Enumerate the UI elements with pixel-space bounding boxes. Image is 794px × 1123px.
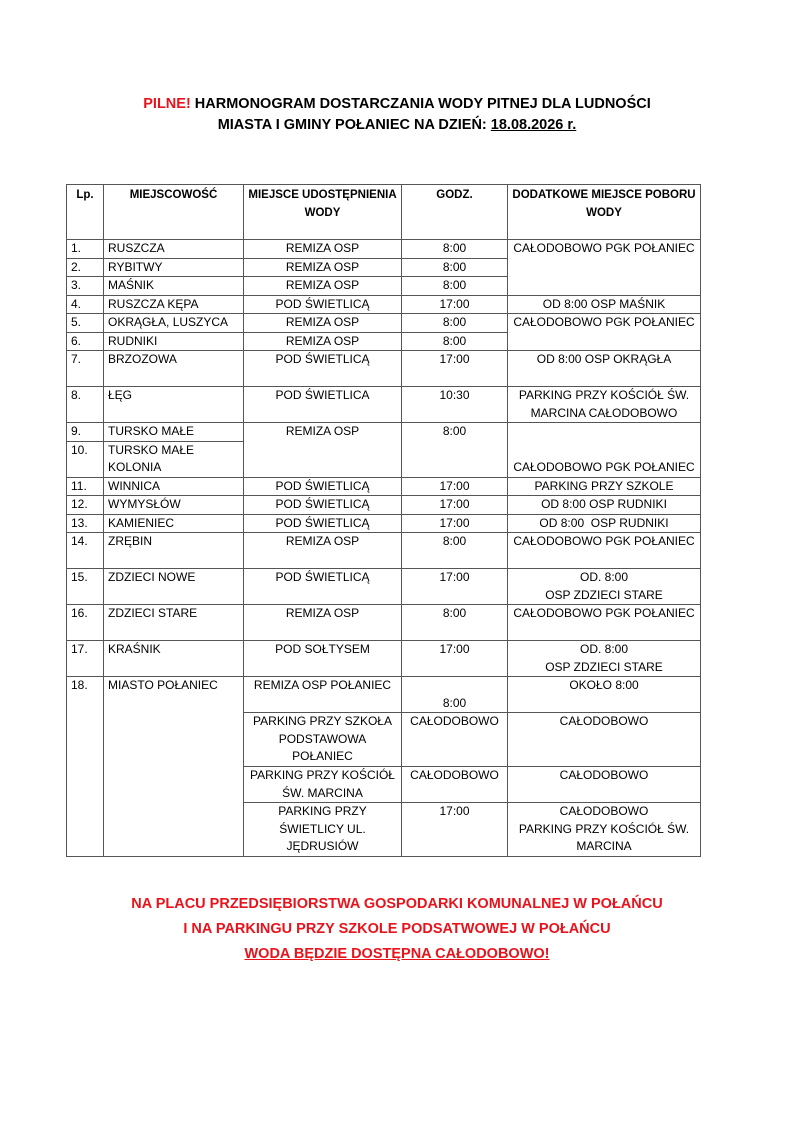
table-header-row	[67, 185, 701, 240]
row-lp: 17.	[67, 641, 104, 677]
row-place: REMIZA OSP	[244, 605, 402, 641]
row-extra: OD 8:00 OSP RUDNIKI	[508, 514, 701, 533]
urgent-label: PILNE!	[143, 96, 191, 112]
row-place: REMIZA OSP	[244, 258, 402, 277]
row-place: POD ŚWIETLICĄ	[244, 514, 402, 533]
title-text-2: MIASTA I GMINY POŁANIEC NA DZIEŃ:	[217, 117, 491, 133]
row-hour: 10:30	[402, 387, 508, 423]
row-extra: CAŁODOBOWO PGK POŁANIEC	[508, 533, 701, 569]
schedule-date: 18.08.2026 r.	[490, 117, 577, 133]
row-place: REMIZA OSP POŁANIEC	[244, 677, 402, 713]
row-extra: CAŁODOBOWO PGK POŁANIEC	[508, 240, 701, 296]
row-extra: OKOŁO 8:00	[508, 677, 701, 713]
row-place: REMIZA OSP	[244, 332, 402, 351]
table-row	[67, 295, 701, 314]
row-hour: 8:00	[402, 533, 508, 569]
row-extra: PARKING PRZY KOŚCIÓŁ ŚW. MARCINA CAŁODOBOWO	[508, 387, 701, 423]
title-text-1: HARMONOGRAM DOSTARCZANIA WODY PITNEJ DLA LUDNOŚCI	[190, 96, 651, 112]
row-place: POD ŚWIETLICĄ	[244, 477, 402, 496]
footer-line-3: WODA BĘDZIE DOSTĘPNA CAŁODOBOWO!	[244, 946, 550, 962]
row-place: REMIZA OSP	[244, 277, 402, 296]
row-extra: OD 8:00 OSP MAŚNIK	[508, 295, 701, 314]
row-lp: 12.	[67, 496, 104, 515]
row-town: OKRĄGŁA, LUSZYCA	[104, 314, 244, 333]
row-extra	[508, 803, 701, 857]
row-place: POD ŚWIETLICA	[244, 387, 402, 423]
row-lp: 14.	[67, 533, 104, 569]
footer-line-2: I NA PARKINGU PRZY SZKOLE PODSATWOWEJ W POŁAŃCU	[183, 921, 611, 937]
row-town: ŁĘG	[104, 387, 244, 423]
extra-line-1: OD. 8:00	[579, 642, 629, 656]
row-place: POD ŚWIETLICĄ	[244, 496, 402, 515]
row-lp: 9.	[67, 423, 104, 442]
row-extra: OD 8:00 OSP OKRĄGŁA	[508, 351, 701, 387]
footer-line-1: NA PLACU PRZEDSIĘBIORSTWA GOSPODARKI KOMUNALNEJ W POŁAŃCU	[131, 896, 663, 912]
row-place: POD SOŁTYSEM	[244, 641, 402, 677]
row-hour: 8:00	[402, 277, 508, 296]
row-hour: 17:00	[402, 477, 508, 496]
row-hour: CAŁODOBOWO	[402, 767, 508, 803]
table-row	[67, 423, 701, 442]
row-hour: 17:00	[402, 514, 508, 533]
row-hour: 8:00	[402, 605, 508, 641]
table-row	[67, 387, 701, 423]
row-town: ZDZIECI STARE	[104, 605, 244, 641]
table-row	[67, 496, 701, 515]
row-place: PARKING PRZY SZKOŁA PODSTAWOWA POŁANIEC	[244, 713, 402, 767]
row-hour: 8:00	[402, 423, 508, 478]
row-town: BRZOZOWA	[104, 351, 244, 387]
row-town: TURSKO MAŁE	[104, 423, 244, 442]
row-place: POD ŚWIETLICĄ	[244, 295, 402, 314]
row-hour: 17:00	[402, 295, 508, 314]
row-hour: 8:00	[402, 677, 508, 713]
extra-line-2: OSP ZDZIECI STARE	[545, 659, 663, 674]
row-lp: 16.	[67, 605, 104, 641]
row-town: WINNICA	[104, 477, 244, 496]
row-place: PARKING PRZY KOŚCIÓŁ ŚW. MARCINA	[244, 767, 402, 803]
row-hour: 8:00	[402, 332, 508, 351]
title-line-1	[0, 94, 794, 115]
row-town: MIASTO POŁANIEC	[104, 677, 244, 857]
row-town: TURSKO MAŁE KOLONIA	[104, 441, 244, 477]
row-lp: 4.	[67, 295, 104, 314]
row-hour: 8:00	[402, 240, 508, 259]
row-extra: PARKING PRZY SZKOLE	[508, 477, 701, 496]
row-town: KRAŚNIK	[104, 641, 244, 677]
row-place: REMIZA OSP	[244, 314, 402, 333]
row-place: PARKING PRZY ŚWIETLICY UL. JĘDRUSIÓW	[244, 803, 402, 857]
row-lp: 15.	[67, 569, 104, 605]
row-place: REMIZA OSP	[244, 533, 402, 569]
row-extra: CAŁODOBOWO PGK POŁANIEC	[508, 605, 701, 641]
row-lp: 2.	[67, 258, 104, 277]
row-extra	[508, 641, 701, 677]
row-town: RUSZCZA	[104, 240, 244, 259]
footer-notice	[0, 892, 794, 967]
row-extra: OD 8:00 OSP RUDNIKI	[508, 496, 701, 515]
row-hour: 17:00	[402, 569, 508, 605]
extra-line-1: OD. 8:00	[579, 570, 629, 584]
header-place: MIEJSCE UDOSTĘPNIENIA WODY	[244, 185, 402, 240]
table-row	[67, 533, 701, 569]
row-lp: 11.	[67, 477, 104, 496]
row-hour: 8:00	[402, 314, 508, 333]
header-town: MIEJSCOWOŚĆ	[104, 185, 244, 240]
row-lp: 5.	[67, 314, 104, 333]
extra-line-1: CAŁODOBOWO	[559, 804, 649, 818]
row-lp: 10.	[67, 441, 104, 477]
row-town: RUDNIKI	[104, 332, 244, 351]
row-hour: CAŁODOBOWO	[402, 713, 508, 767]
row-town: MAŚNIK	[104, 277, 244, 296]
row-hour: 17:00	[402, 351, 508, 387]
table-row	[67, 477, 701, 496]
row-lp: 8.	[67, 387, 104, 423]
table-row	[67, 314, 701, 333]
document-title	[0, 94, 794, 136]
row-town: KAMIENIEC	[104, 514, 244, 533]
row-extra: CAŁODOBOWO	[508, 713, 701, 767]
row-lp: 7.	[67, 351, 104, 387]
table-row	[67, 514, 701, 533]
table-row	[67, 569, 701, 605]
table-row	[67, 240, 701, 259]
water-schedule-table	[66, 184, 701, 857]
row-place: REMIZA OSP	[244, 240, 402, 259]
row-extra: CAŁODOBOWO PGK POŁANIEC	[508, 314, 701, 351]
row-town: ZDZIECI NOWE	[104, 569, 244, 605]
table-row	[67, 641, 701, 677]
extra-line-2: OSP ZDZIECI STARE	[545, 587, 663, 602]
row-lp: 13.	[67, 514, 104, 533]
row-hour: 17:00	[402, 496, 508, 515]
row-hour: 17:00	[402, 641, 508, 677]
header-hour: GODZ.	[402, 185, 508, 240]
table-row	[67, 677, 701, 713]
row-town: RYBITWY	[104, 258, 244, 277]
title-line-2	[0, 115, 794, 136]
row-extra	[508, 569, 701, 605]
row-lp: 6.	[67, 332, 104, 351]
extra-line-2: PARKING PRZY KOŚCIÓŁ ŚW. MARCINA	[518, 821, 690, 853]
row-town: WYMYSŁÓW	[104, 496, 244, 515]
row-hour: 17:00	[402, 803, 508, 857]
row-town: ZRĘBIN	[104, 533, 244, 569]
row-extra: CAŁODOBOWO	[508, 767, 701, 803]
row-extra: CAŁODOBOWO PGK POŁANIEC	[508, 423, 701, 478]
header-lp: Lp.	[67, 185, 104, 240]
table-row	[67, 605, 701, 641]
row-lp: 3.	[67, 277, 104, 296]
header-extra: DODATKOWE MIEJSCE POBORU WODY	[508, 185, 701, 240]
row-place: POD ŚWIETLICĄ	[244, 569, 402, 605]
row-lp: 18.	[67, 677, 104, 857]
row-town: RUSZCZA KĘPA	[104, 295, 244, 314]
row-place: REMIZA OSP	[244, 423, 402, 478]
row-hour: 8:00	[402, 258, 508, 277]
table-row	[67, 351, 701, 387]
row-place: POD ŚWIETLICĄ	[244, 351, 402, 387]
row-lp: 1.	[67, 240, 104, 259]
